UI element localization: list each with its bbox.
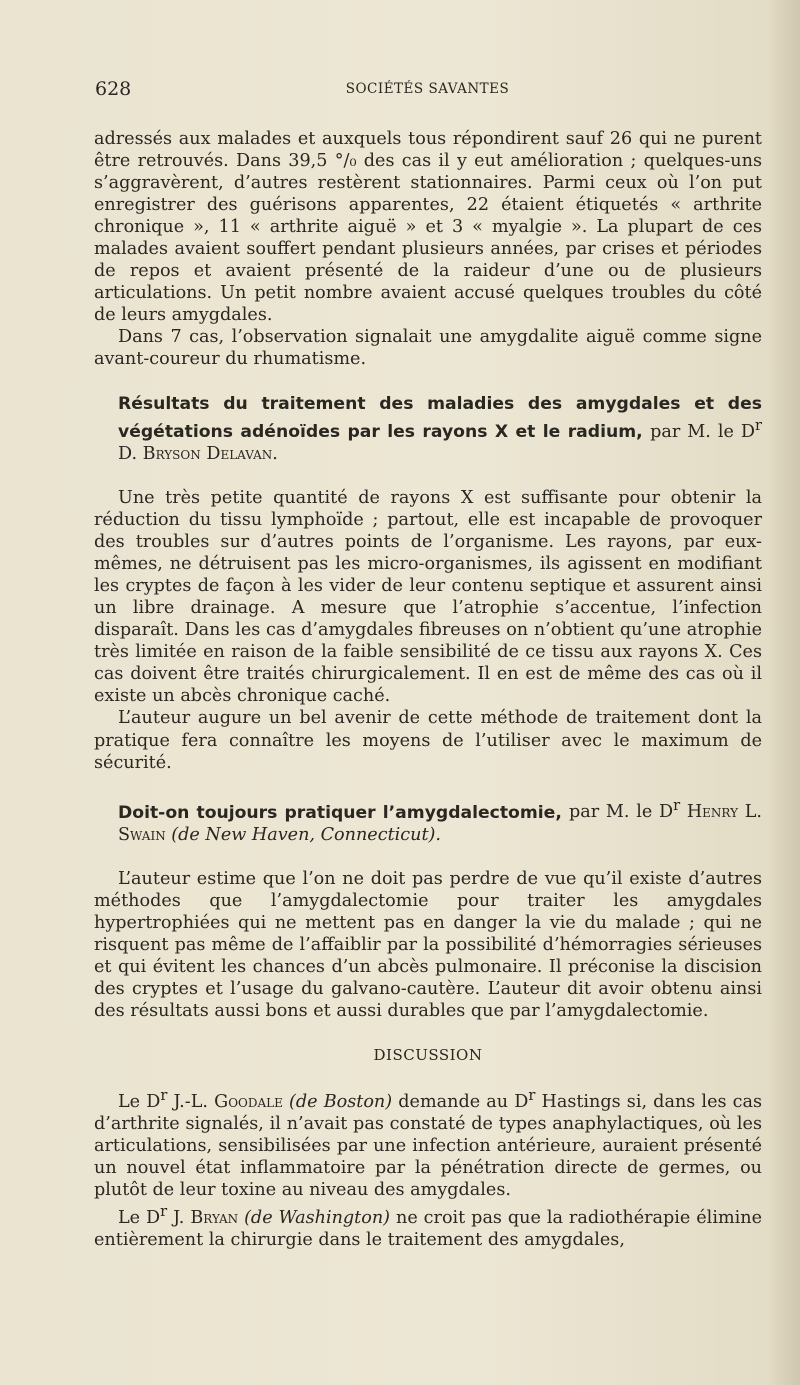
byline-prefix: par M. le D bbox=[568, 802, 674, 823]
page-number: 628 bbox=[95, 78, 132, 100]
author-place: (de Boston) bbox=[289, 1092, 393, 1113]
section-title: Doit-on toujours pratiquer l’amygdalectomie, bbox=[118, 802, 562, 823]
paragraph: L’auteur augure un bel avenir de cette méthode de traitement dont la pratique fera connaître les moyens de l’utiliser avec le maximum de sécurité. bbox=[94, 708, 762, 773]
byline-sup: r bbox=[755, 416, 763, 434]
sup: r bbox=[528, 1087, 536, 1105]
author-name: D. Bryson Delavan. bbox=[118, 443, 278, 464]
text-run: demande au D bbox=[398, 1092, 529, 1113]
paragraph: Dans 7 cas, l’observation signalait une amygdalite aiguë comme signe avant-coureur du rhumatisme. bbox=[94, 327, 762, 370]
text-run: Hastings si, dans les cas d’arthrite signalés, il n’avait pas constaté de types anaphylactiques, où les articulations, sensibilisées par une infection antérieure, auraient présenté un nouvel état inflammatoire par la pénétration directe de germes, ou plutôt de leur toxine au niveau des amygdales. bbox=[94, 1092, 763, 1201]
sup: r bbox=[160, 1203, 168, 1221]
discussion-heading: DISCUSSION bbox=[373, 1046, 483, 1065]
byline-prefix: par M. le D bbox=[650, 421, 755, 442]
sup: r bbox=[160, 1087, 168, 1105]
author-name: J. Bryan bbox=[173, 1208, 239, 1229]
discussion-paragraph bbox=[94, 1201, 762, 1251]
text-run: Le D bbox=[118, 1208, 161, 1229]
author-place: (de Washington) bbox=[244, 1208, 391, 1229]
text-run: Le D bbox=[118, 1092, 161, 1113]
section-heading-amygdalectomy bbox=[94, 796, 762, 846]
byline-sup: r bbox=[673, 797, 681, 815]
paragraph: Une très petite quantité de rayons X est suffisante pour obtenir la réduction du tissu lymphoïde ; partout, elle est incapable de provoquer des troubles sur d’autres points de l’organisme. Les rayons, par eux-mêmes, ne détruisent pas les micro-organismes, ils agissent en modifiant les cryptes de façon à les vider de leur contenu septique et assurent ainsi un libre drainage. A mesure que l’atrophie s’accentue, l’infection disparaît. Dans les cas d’amygdales fibreuses on n’obtient qu’une atrophie très limitée en raison de la faible sensibilité de ce tissu aux rayons X. Ces cas doivent être traités chirurgicalement. Il en est de même des cas où il existe un abcès chronique caché. bbox=[94, 487, 762, 707]
page-header bbox=[95, 78, 760, 104]
paragraph: L’auteur estime que l’on ne doit pas perdre de vue qu’il existe d’autres méthodes que l’amygdalectomie pour traiter les amygdales hypertrophiées qui ne mettent pas en danger la vie du malade ; qui ne risquent pas même de l’affaiblir par la possibilité d’hémorragies sérieuses et qui évitent les chances d’un abcès pulmonaire. Il préconise la discision des cryptes et l’usage du galvano-cautère. L’auteur dit avoir obtenu ainsi des résultats aussi bons et aussi durables que par l’amygdalectomie. bbox=[94, 868, 762, 1022]
section-title: Résultats du traitement des maladies des amygdales et des végétations adénoïdes par les rayons X et le radium, bbox=[118, 393, 762, 442]
author-place: (de New Haven, Connecticut). bbox=[171, 824, 441, 845]
author-name: Henry L. Swain bbox=[118, 802, 763, 845]
paragraph-continued: adressés aux malades et auxquels tous répondirent sauf 26 qui ne purent être retrouvés. Dans 39,5 °/₀ des cas il y eut amélioration ; quelques-uns s’aggravèrent, d’autres restèrent stationnaires. Parmi ceux où l’on put enregistrer des guérisons apparentes, 22 étaient étiquetés « arthrite chronique », 11 « arthrite aiguë » et 3 « myalgie ». La plupart de ces malades avaient souffert pendant plusieurs années, par crises et périodes de repos et avaient présenté de la raideur d’une ou de plusieurs articulations. Un petit nombre avaient accusé quelques troubles du côté de leurs amygdales. bbox=[94, 129, 762, 326]
author-name: J.-L. Goodale bbox=[173, 1092, 283, 1113]
running-title: SOCIÉTÉS SAVANTES bbox=[345, 81, 510, 97]
section-heading-radiotherapy bbox=[94, 393, 762, 465]
text-run: ne croit pas que la radiothérapie élimine entièrement la chirurgie dans le traitement des amygdales, bbox=[94, 1208, 762, 1251]
discussion-paragraph bbox=[94, 1085, 762, 1201]
page-body bbox=[94, 128, 762, 1251]
